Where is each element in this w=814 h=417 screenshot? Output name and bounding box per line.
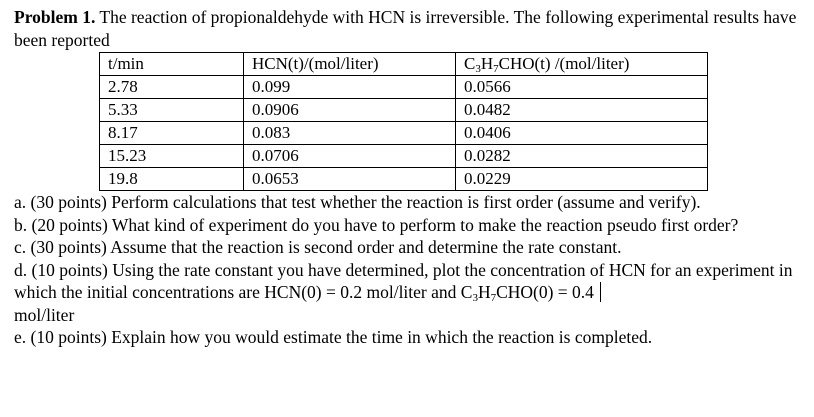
header-time: t/min <box>100 53 244 76</box>
table-row <box>100 145 708 168</box>
table-row <box>100 76 708 99</box>
cell-time: 5.33 <box>100 99 244 122</box>
table-row <box>100 99 708 122</box>
cell-propionaldehyde: 0.0229 <box>456 168 708 191</box>
cell-hcn: 0.0906 <box>244 99 456 122</box>
cell-time: 19.8 <box>100 168 244 191</box>
cell-time: 15.23 <box>100 145 244 168</box>
document-page <box>14 6 809 349</box>
header-propionaldehyde: $C_3H_7CHO(t)$ /(mol/liter) <box>456 53 708 76</box>
cell-propionaldehyde: 0.0566 <box>456 76 708 99</box>
question-a: a. (30 points) Perform calculations that test whether the reaction is first order (assume and verify). <box>14 192 701 212</box>
cell-time: 2.78 <box>100 76 244 99</box>
question-b: b. (20 points) What kind of experiment do you have to perform to make the reaction pseudo first order? <box>14 214 739 235</box>
problem-intro <box>14 6 809 51</box>
header-hcn: HCN(t)/(mol/liter) <box>244 53 456 76</box>
cell-hcn: 0.083 <box>244 122 456 145</box>
question-e: e. (10 points) Explain how you would estimate the time in which the reaction is completed. <box>14 327 653 347</box>
question-d: d. (10 points) Using the rate constant you have determined, plot the concentration of HCN for an experiment in which the initial concentrations are HCN(0) = 0.2 mol/liter and $C_3H_7CHO(0) = 0.4$ mol/liter <box>14 259 793 325</box>
text-cursor <box>600 282 601 302</box>
problem-intro-text: The reaction of propionaldehyde with HCN is irreversible. The following experimental results have been reported <box>14 7 797 50</box>
cell-propionaldehyde: 0.0282 <box>456 145 708 168</box>
problem-label: Problem 1. <box>14 7 96 27</box>
table-row <box>100 122 708 145</box>
cell-propionaldehyde: 0.0406 <box>456 122 708 145</box>
table-header-row <box>100 53 708 76</box>
cell-hcn: 0.0706 <box>244 145 456 168</box>
question-c: c. (30 points) Assume that the reaction is second order and determine the rate constant. <box>14 237 622 257</box>
cell-time: 8.17 <box>100 122 244 145</box>
cell-hcn: 0.099 <box>244 76 456 99</box>
table-row <box>100 168 708 191</box>
cell-hcn: 0.0653 <box>244 168 456 191</box>
cell-propionaldehyde: 0.0482 <box>456 99 708 122</box>
data-table <box>99 52 708 191</box>
